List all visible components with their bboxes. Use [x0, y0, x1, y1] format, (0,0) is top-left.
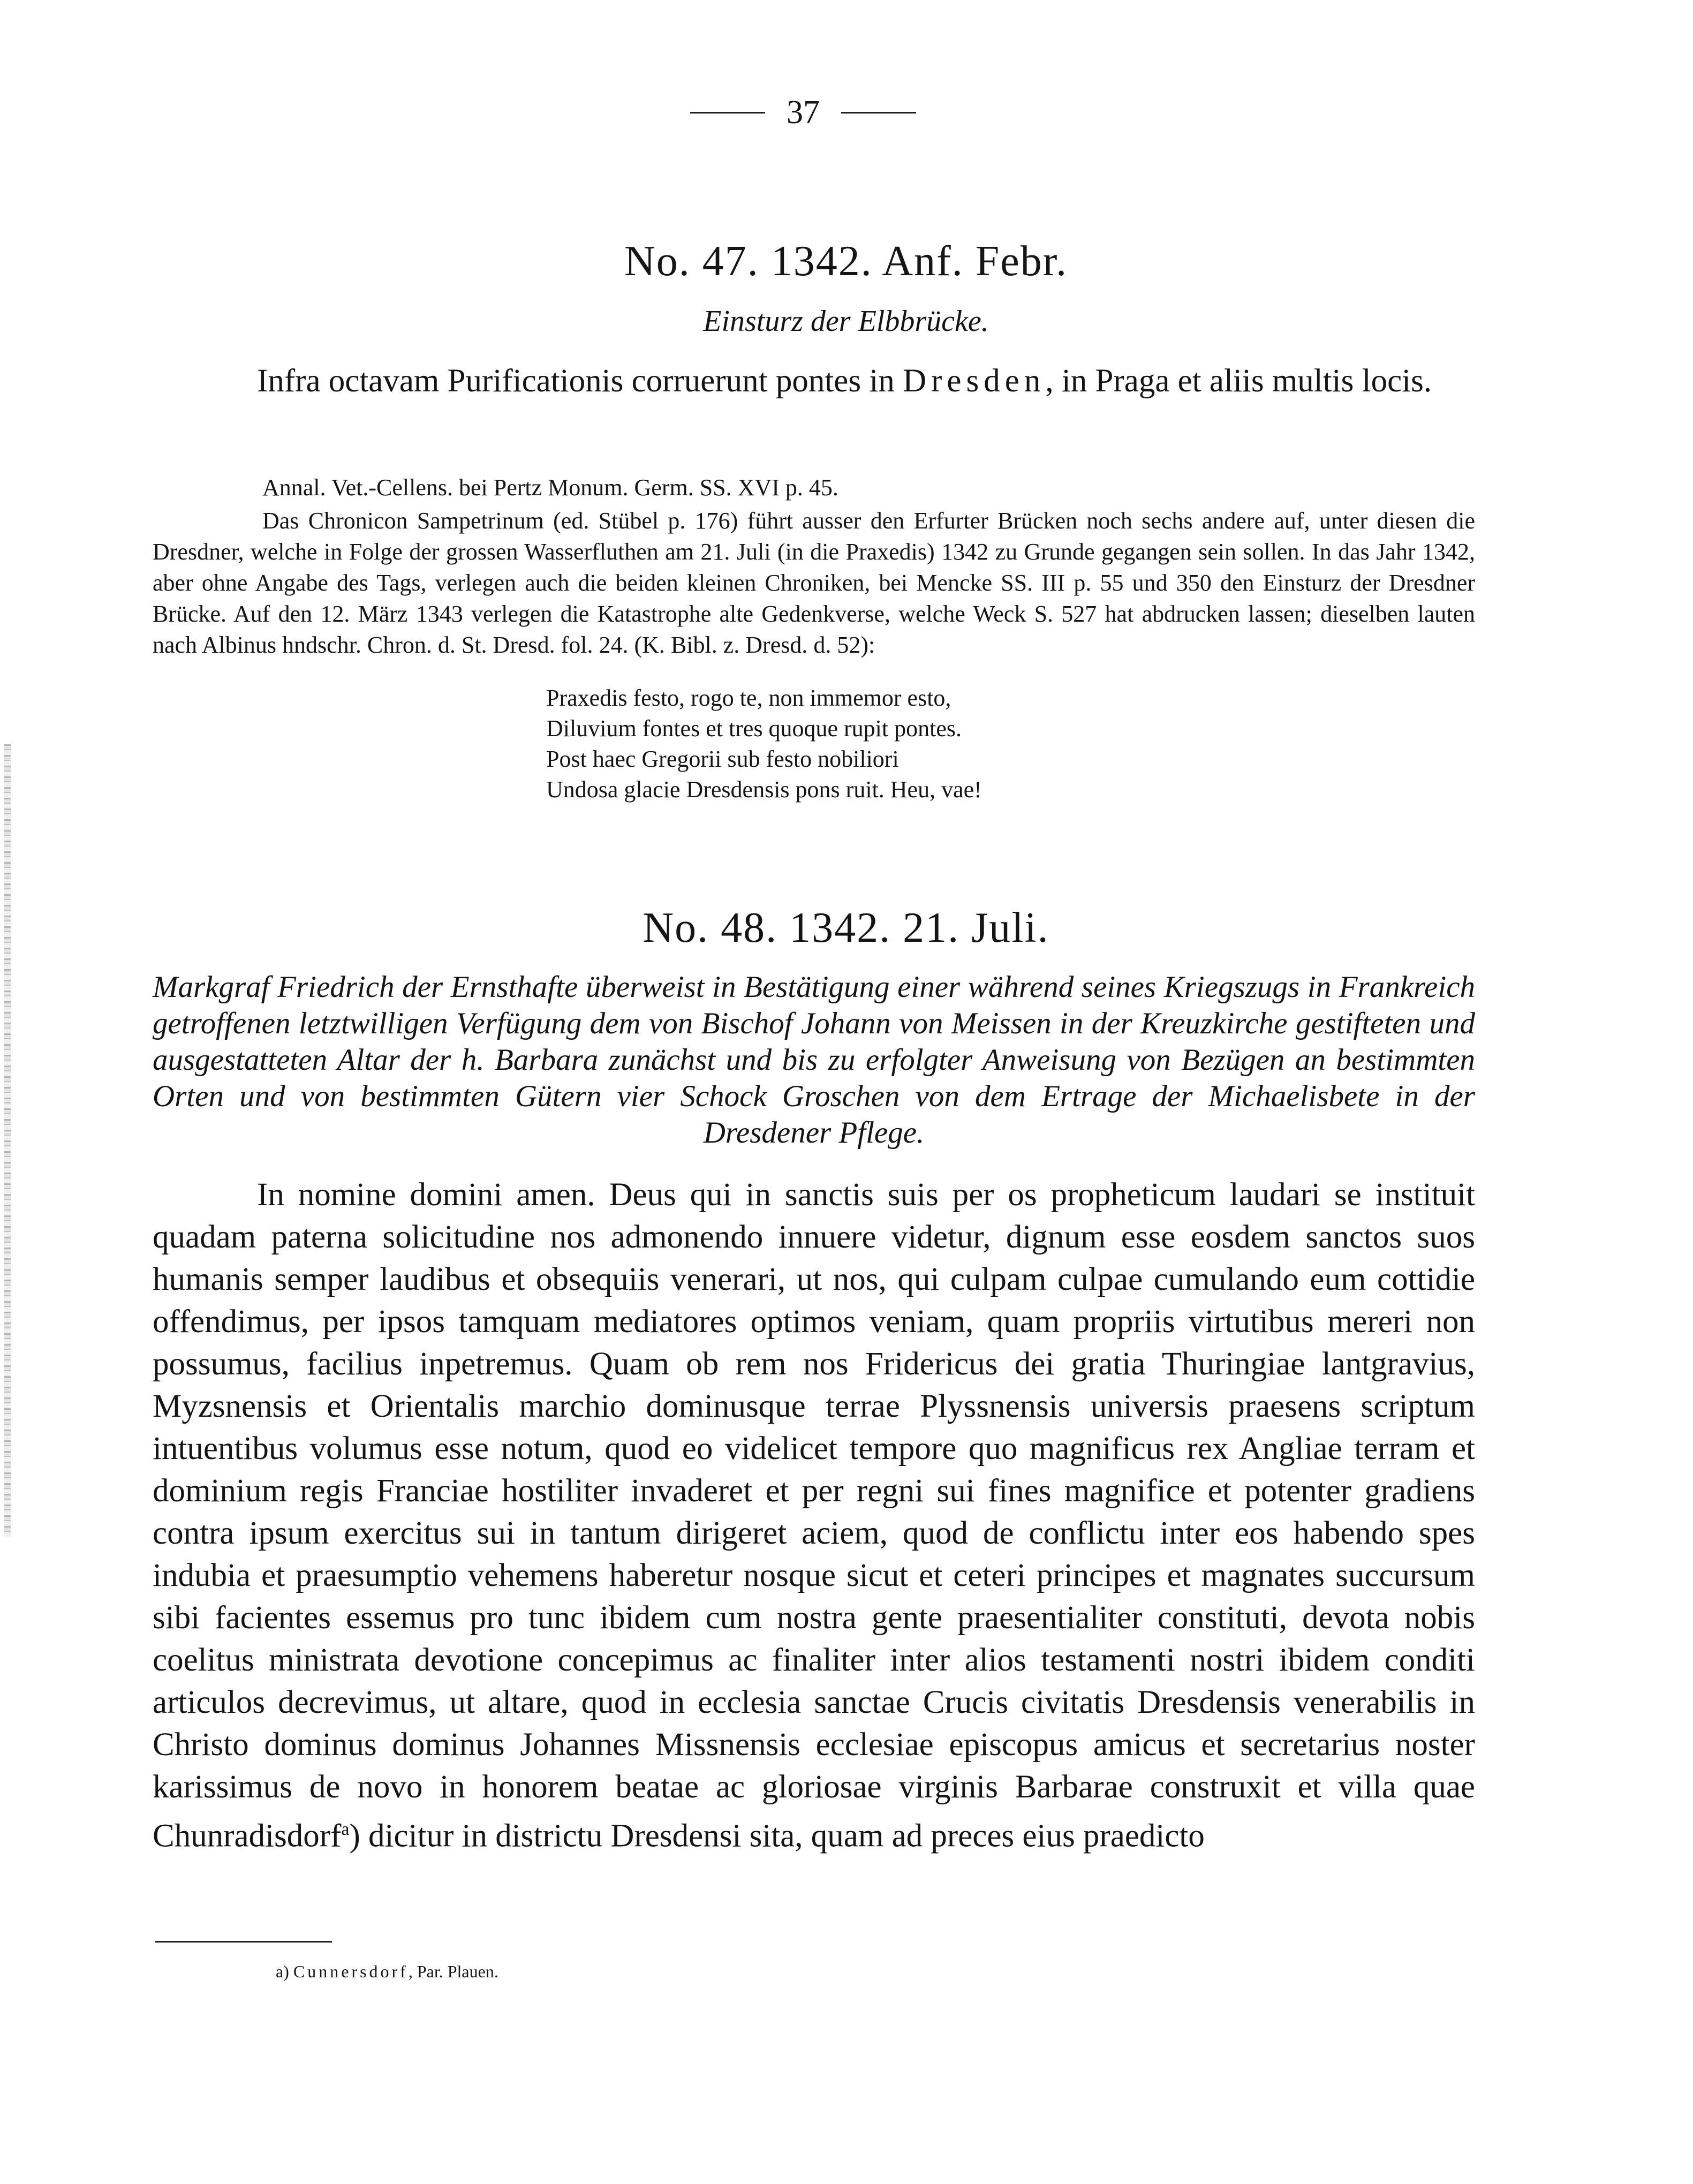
document-47-text-spaced: Dresden [903, 363, 1046, 399]
header-rule-left [690, 112, 765, 114]
document-48-heading: No. 48. 1342. 21. Juli. [643, 904, 1049, 951]
document-47-text-part2: , in Praga et aliis multis locis. [1045, 363, 1432, 399]
page-number-header [669, 94, 937, 131]
document-47-subtitle: Einsturz der Elbbrücke. [703, 305, 989, 338]
verse-line: Praxedis festo, rogo te, non immemor esto, [546, 685, 951, 711]
header-rule-right [841, 112, 916, 114]
document-48-text-part2: ) dicitur in districtu Dresdensi sita, quam ad preces eius praedicto [349, 1818, 1205, 1854]
page-number: 37 [787, 94, 820, 131]
scan-edge-shadow [4, 744, 11, 1537]
document-47-text-part1: Infra octavam Purificationis corruerunt pontes in [257, 363, 903, 399]
document-48-regest: Markgraf Friedrich der Ernsthafte überweist in Bestätigung einer während seines Kriegszugs in Frankreich getroffenen letztwilligen Verfügung dem von Bischof Johann von Meissen in der Kreuzkirche gestifteten und ausgestatteten Altar der h. Barbara zunächst und bis zu erfolgter Anweisung von Bezügen an bestimmten Orten und von bestimmten Gütern vier Schock Groschen von dem Ertrage der Michaelisbete in der Dresdener Pflege. [153, 970, 1475, 1150]
footnote-reference: a [341, 1819, 350, 1839]
document-47-source: Annal. Vet.-Cellens. bei Pertz Monum. Germ. SS. XVI p. 45. [262, 474, 838, 501]
footnote [276, 1960, 1079, 1983]
footnote-place: Cunnersdorf [293, 1962, 409, 1981]
document-48-text [153, 1174, 1475, 1857]
document-47-heading: No. 47. 1342. Anf. Febr. [624, 238, 1068, 285]
footnote-marker: a) [276, 1962, 289, 1981]
footnote-rest: , Par. Plauen. [408, 1962, 498, 1981]
document-47-note: Das Chronicon Sampetrinum (ed. Stübel p. 176) führt ausser den Erfurter Brücken noch sechs andere auf, unter diesen die Dresdner, welche in Folge der grossen Wasserfluthen am 21. Juli (in die Praxedis) 1342 zu Grunde gegangen sein sollen. In das Jahr 1342, aber ohne Angabe des Tags, verlegen auch die beiden kleinen Chroniken, bei Mencke SS. III p. 55 und 350 den Einsturz der Dresdner Brücke. Auf den 12. März 1343 verlegen die Katastrophe alte Gedenkverse, welche Weck S. 527 hat abdrucken lassen; dieselben lauten nach Albinus hndschr. Chron. d. St. Dresd. fol. 24. (K. Bibl. z. Dresd. d. 52): [153, 508, 1475, 658]
verse-line: Undosa glacie Dresdensis pons ruit. Heu, vae! [546, 776, 982, 803]
verse-line: Post haec Gregorii sub festo nobiliori [546, 746, 899, 772]
document-48-text-part1: In nomine domini amen. Deus qui in sanctis suis per os propheticum laudari se instituit quadam paterna solicitudine nos admonendo innuere videtur, dignum esse eosdem sanctos suos humanis semper laudibus et obsequiis venerari, ut nos, qui culpam culpae cumulando eum cottidie offendimus, per ipsos tamquam mediatores optimos veniam, quam propriis virtutibus mereri non possumus, facilius inpetremus. Quam ob rem nos Fridericus dei gratia Thuringiae lantgravius, Myzsnensis et Orientalis marchio dominusque terrae Plyssnensis universis praesens scriptum intuentibus volumus esse notum, quod eo videlicet tempore quo magnificus rex Angliae terram et dominium regis Franciae hostiliter invaderet et per regni sui fines magnifice et potenter gradiens contra ipsum exercitus sui in tantum dirigeret aciem, quod de conflictu inter eos habendo spes indubia et praesumptio vehemens haberetur nosque sicut et ceteri principes et magnates succursum sibi facientes essemus pro tunc ibidem cum nostra gente praesentialiter constituti, devota nobis coelitus ministrata devotione concepimus ac finaliter inter alios testamenti nostri ibidem conditi articulos decrevimus, ut altare, quod in ecclesia sanctae Crucis civitatis Dresdensis venerabilis in Christo dominus dominus Johannes Missnensis ecclesiae episcopus amicus et secretarius noster karissimus de novo in honorem beatae ac gloriosae virginis Barbarae construxit et villa quae Chunradisdorf [153, 1177, 1475, 1854]
verse-line: Diluvium fontes et tres quoque rupit pontes. [546, 715, 962, 742]
document-47-verse [546, 683, 1296, 805]
document-47-text [153, 360, 1475, 402]
footnote-rule [155, 1941, 332, 1943]
